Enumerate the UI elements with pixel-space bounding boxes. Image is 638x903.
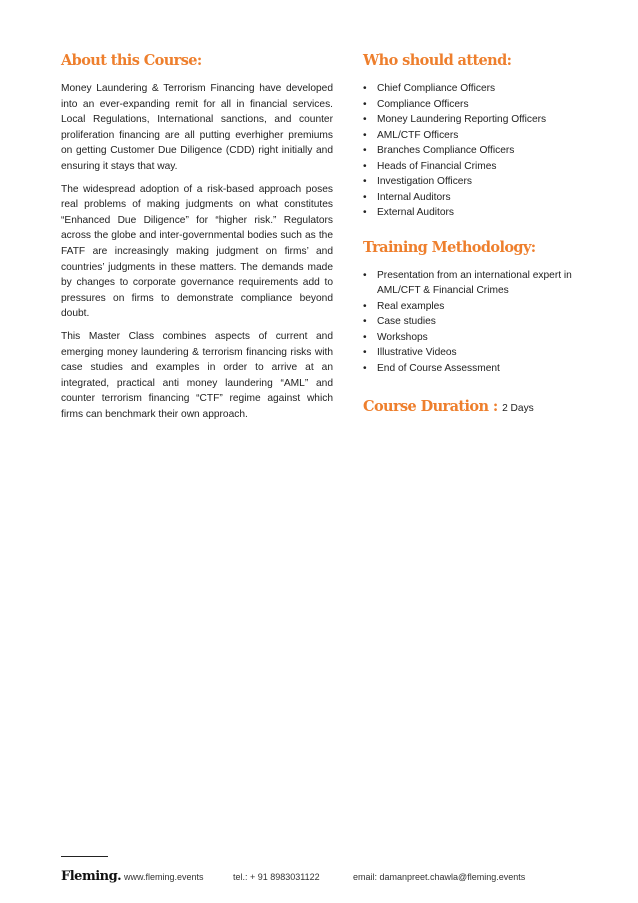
footer-divider (61, 856, 108, 857)
about-paragraph: This Master Class combines aspects of current and emerging money laundering & terrorism financing risks with case studies and examples in order to arrive at an integrated, practical anti money laundering “AML” and counter terrorism financing “CTF” regime against which firms can benchmark their own approach. (61, 330, 333, 420)
about-section (61, 52, 333, 429)
bullet-icon: • (363, 160, 367, 172)
list-item: • Real examples (363, 299, 599, 315)
list-item: • Branches Compliance Officers (363, 143, 599, 159)
about-paragraph: The widespread adoption of a risk-based approach poses real problems of making judgments on what constitutes “Enhanced Due Diligence” for “higher risk.” Regulators across the globe and inter-governmental bodies such as the FATF are increasingly making judgment on firms’ and countries’ judgments in these matters. The demands made by changes to corporate governance requirements add to pressures on firms to demonstrate compliance beyond doubt. (61, 183, 333, 320)
fleming-logo: Fleming. (61, 869, 122, 884)
list-item: • Case studies (363, 314, 599, 330)
attend-title: Who should attend: (363, 52, 512, 69)
list-item: • Investigation Officers (363, 174, 599, 190)
bullet-icon: • (363, 145, 367, 156)
footer-email[interactable]: email: damanpreet.chawla@fleming.events (353, 872, 526, 882)
list-item: • Chief Compliance Officers (363, 81, 599, 97)
duration-value: 2 Days (502, 403, 534, 414)
bullet-icon: • (363, 129, 367, 141)
list-item: • AML/CTF Officers (363, 128, 599, 144)
bullet-icon: • (363, 347, 367, 358)
bullet-icon: • (363, 269, 367, 281)
list-item: • End of Course Assessment (363, 361, 599, 377)
list-item: • External Auditors (363, 205, 599, 221)
bullet-icon: • (363, 114, 367, 125)
methodology-list (363, 268, 599, 377)
methodology-section (363, 239, 599, 377)
right-column (363, 52, 599, 416)
bullet-icon: • (363, 83, 367, 94)
bullet-icon: • (363, 362, 367, 374)
list-item: • Workshops (363, 330, 599, 346)
about-paragraph: Money Laundering & Terrorism Financing have developed into an ever-expanding remit for all in financial services. Local Regulations, International sanctions, and counter proliferation financing are all putting everhigher premiums on getting Customer Due Diligence (CDD) right initially and ensuring it stays that way. (61, 83, 333, 172)
bullet-icon: • (363, 331, 367, 343)
footer-phone: tel.: + 91 8983031122 (233, 872, 320, 882)
bullet-icon: • (363, 98, 367, 110)
attend-section (363, 52, 599, 221)
list-item: • Presentation from an international expert in AML/CFT & Financial Crimes (363, 269, 572, 296)
list-item: • Internal Auditors (363, 190, 599, 206)
list-item: • Heads of Financial Crimes (363, 159, 599, 175)
bullet-icon: • (363, 300, 367, 312)
attend-list (363, 81, 599, 221)
list-item: • Money Laundering Reporting Officers (363, 112, 599, 128)
bullet-icon: • (363, 191, 367, 203)
about-title: About this Course: (61, 52, 202, 69)
methodology-title: Training Methodology: (363, 238, 536, 256)
list-item: • Compliance Officers (363, 97, 599, 113)
list-item: • Illustrative Videos (363, 345, 599, 361)
footer-website[interactable]: www.fleming.events (124, 872, 204, 882)
bullet-icon: • (363, 316, 367, 327)
duration-section (363, 398, 599, 416)
bullet-icon: • (363, 207, 367, 218)
footer (61, 869, 601, 888)
duration-title: Course Duration : (363, 398, 498, 415)
bullet-icon: • (363, 176, 367, 187)
